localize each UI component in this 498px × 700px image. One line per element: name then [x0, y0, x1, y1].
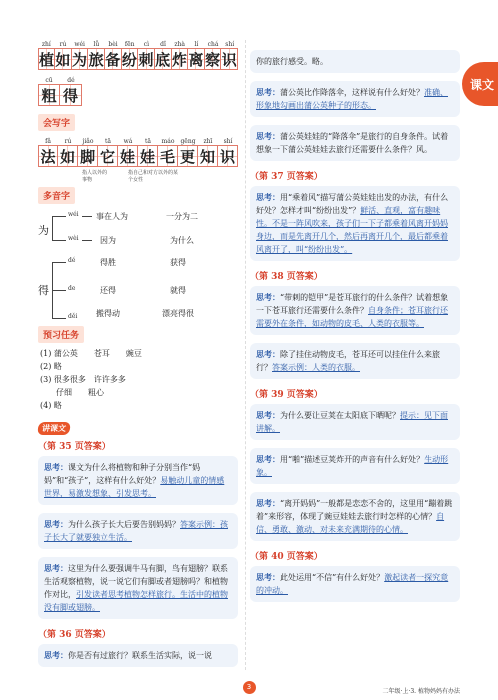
write-section-label: 会写字: [38, 114, 75, 131]
question-text: 此处运用“不信”有什么好处？: [280, 573, 385, 582]
lecture-badge: 讲课文: [37, 422, 71, 435]
pinyin: rú: [59, 41, 67, 48]
poly-char-de: 得: [38, 284, 49, 297]
answer-text: 生动形象。: [256, 455, 449, 477]
right-answer-head: （第 39 页答案）: [250, 390, 323, 400]
pinyin: zhà: [174, 41, 186, 48]
right-qa-card: [250, 186, 460, 261]
pinyin: wéi: [74, 41, 85, 48]
question-text: “带刺的铠甲”是苍耳旅行的什么条件？试着想象一下苍耳旅行还需要什么条件？: [256, 293, 449, 315]
char-box: 毛: [158, 145, 178, 167]
right-qa-card: [250, 125, 460, 161]
reading-wei2: wéi: [68, 211, 79, 218]
prep-item: (2) 略: [40, 362, 62, 371]
char-box: 察: [205, 48, 222, 70]
pinyin: cū: [45, 77, 53, 84]
reading-dei3: děi: [68, 313, 78, 320]
word-9: 搬得动: [96, 309, 120, 318]
question-text: “离开妈妈”一般都是恋恋不舍的，这里用“蹦着跳着”来形容，体现了豌豆娃娃去旅行时怎样的心情？: [256, 499, 453, 521]
right-qa-card: [250, 81, 460, 117]
poly-section-label: 多音字: [38, 187, 75, 204]
pinyin: rú: [64, 138, 72, 145]
question-text: 蒲公英娃娃的“降落伞”是旅行的自身条件。试着想象一下蒲公英娃娃去旅行还需要什么条件？风。: [256, 132, 449, 154]
answer-text: 答案示例：孩子长大了就要独立生活。: [44, 520, 228, 542]
word-10: 漂亮得很: [162, 309, 194, 318]
think-label: 思考：: [256, 131, 280, 141]
pinyin: fēn: [124, 41, 135, 48]
question-text: 你是否有过旅行？联系生活实际，说一说: [68, 651, 212, 660]
char-box: 识: [218, 145, 238, 167]
left-answer-head: （第 35 页答案）: [38, 442, 111, 452]
char-box: 如: [58, 145, 78, 167]
char-box: 法: [38, 145, 58, 167]
think-label: 思考：: [256, 572, 280, 582]
char-box: 纷: [122, 48, 139, 70]
char-box: 离: [188, 48, 205, 70]
prep-item: (3) 很多很多 许许多多: [40, 375, 126, 384]
think-label: 思考：: [44, 563, 68, 573]
char-box: 为: [72, 48, 89, 70]
answer-text: 自信、勇敢、激动、对未来充满期待的心情。: [256, 512, 445, 534]
question-text: 为什么孩子长大后要告别妈妈？: [68, 520, 180, 529]
think-label: 思考：: [256, 349, 280, 359]
answer-text: 提示：见下面讲解。: [256, 411, 448, 433]
column-divider: [245, 40, 246, 670]
right-answer-head: （第 38 页答案）: [250, 272, 323, 282]
answer-text: 自身条件；苍耳旅行还需要外在条件，如动物的皮毛、人类的衣服等。: [256, 306, 448, 328]
right-qa-card: [250, 492, 460, 541]
char-box: 知: [198, 145, 218, 167]
char-box: 识: [221, 48, 238, 70]
pinyin: jiǎo: [82, 138, 94, 145]
left-answer-head: （第 36 页答案）: [38, 630, 111, 640]
left-qa-card: [38, 644, 238, 667]
char-box: 得: [60, 84, 82, 106]
char-row-1: [38, 48, 238, 70]
left-qa-card: [38, 456, 238, 505]
question-text: 这里为什么要强调牛马有脚，鸟有翅膀？联系生活观察植物，说一说它们有脚或者翅膀吗？和植物作对比，: [44, 564, 228, 599]
char-row-2: [38, 84, 238, 106]
pinyin: lí: [194, 41, 199, 48]
word-1: 事在人为: [96, 212, 128, 221]
question-text: 用“啪”描述豆荚炸开的声音有什么好处？: [280, 455, 425, 464]
left-qa-list: [38, 439, 238, 667]
question-text: 蒲公英比作降落伞，这样说有什么好处？: [280, 88, 424, 97]
pinyin: cì: [143, 41, 149, 48]
reading-de2: dé: [68, 257, 76, 264]
think-label: 思考：: [44, 519, 68, 529]
char-box: 更: [178, 145, 198, 167]
think-label: 思考：: [256, 410, 280, 420]
pinyin: dǐ: [160, 41, 166, 48]
char-box: 粗: [38, 84, 60, 106]
pinyin: máo: [161, 138, 175, 145]
prep-item: 仔细 粗心: [40, 388, 104, 397]
char-notes: [82, 169, 238, 183]
footer: [0, 674, 498, 694]
answer-text: 引发读者思考植物怎样旅行。生活中的植物没有脚或翅膀。: [44, 590, 228, 612]
lesson-tab-label: 课文: [469, 77, 494, 92]
think-label: 思考：: [256, 292, 280, 302]
question-text: 课文为什么将植物和种子分别当作“妈妈”和“孩子”，这样有什么好处？: [44, 463, 201, 485]
question-text: 为什么要让豆荚在太阳底下晒呢？: [280, 411, 400, 420]
char-box: 植: [38, 48, 55, 70]
pinyin-row-1: [38, 38, 238, 48]
answer-text: 鲜活、直观，富有趣味性。不是一阵风吹来，孩子们一下子都乘着风离开妈妈身边，而是先离开几个，然后再离开几个，最后都乘着风离开了，叫“纷纷出发”。: [256, 206, 448, 254]
char-box: 脚: [78, 145, 98, 167]
pinyin: shí: [223, 138, 233, 145]
prep-section-label: 预习任务: [38, 326, 84, 343]
question-text: 除了挂住动物皮毛，苍耳还可以挂住什么来旅行？: [256, 350, 440, 372]
word-3: 因为: [100, 236, 116, 245]
prep-list: [40, 347, 238, 412]
pinyin-row-3: [38, 135, 238, 145]
char-box: 它: [98, 145, 118, 167]
word-7: 还得: [100, 286, 116, 295]
pinyin: zhī: [203, 138, 213, 145]
poly-char-wei: 为: [38, 224, 49, 237]
char-box: 如: [55, 48, 72, 70]
pinyin: bèi: [108, 41, 118, 48]
prep-item: (1) 蒲公英 苍耳 豌豆: [40, 349, 142, 358]
note-ta-female: 指自己和对方以外的某个女性: [128, 170, 179, 183]
answer-text: 准确、形象地勾画出蒲公英种子的形态。: [256, 88, 448, 110]
pinyin: fǎ: [45, 138, 51, 145]
polyphonic-diagram: [38, 210, 238, 320]
char-row-3: [38, 145, 238, 167]
think-label: 思考：: [256, 498, 280, 508]
char-box: 刺: [138, 48, 155, 70]
pinyin: chá: [207, 41, 219, 48]
pinyin: lǚ: [93, 41, 100, 48]
right-answer-head: （第 40 页答案）: [250, 552, 323, 562]
left-qa-card: [38, 513, 238, 549]
char-box: 旅: [88, 48, 105, 70]
pinyin: wá: [123, 138, 133, 145]
left-qa-card: [38, 557, 238, 619]
think-label: 思考：: [256, 87, 280, 97]
pinyin: shí: [225, 41, 235, 48]
right-qa-list: [250, 50, 460, 602]
reading-de: de: [68, 285, 76, 292]
char-box: 备: [105, 48, 122, 70]
answer-text: 激起读者一探究竟的冲动。: [256, 573, 449, 595]
note-ta-thing: 指人以外的事物: [82, 170, 108, 183]
word-2: 一分为二: [166, 212, 198, 221]
char-box: 娃: [118, 145, 138, 167]
think-label: 思考：: [44, 462, 68, 472]
char-box: 娃: [138, 145, 158, 167]
word-5: 得胜: [100, 258, 116, 267]
right-column: [250, 50, 460, 610]
pinyin: tā: [145, 138, 151, 145]
think-label: 思考：: [256, 454, 280, 464]
right-qa-card: [250, 404, 460, 440]
pinyin: gēng: [180, 138, 196, 145]
pinyin: zhí: [41, 41, 51, 48]
think-label: 思考：: [44, 650, 68, 660]
char-box: 炸: [172, 48, 189, 70]
answer-text: 易触动儿童的情感世界，易激发想象、引发思考。: [44, 476, 225, 498]
right-answer-head: （第 37 页答案）: [250, 172, 323, 182]
think-label: 思考：: [256, 192, 280, 202]
lesson-tab[interactable]: [462, 62, 498, 106]
right-qa-card: [250, 343, 460, 379]
footer-text: 二年级·上·3. 植物妈妈有办法: [382, 688, 460, 695]
page-number: 3: [243, 681, 256, 694]
prep-item: (4) 略: [40, 401, 62, 410]
char-box: 底: [155, 48, 172, 70]
question-text: 用“乘着风”描写蒲公英娃娃出发的办法，有什么好处？怎样才叫“纷纷出发”？: [256, 193, 449, 215]
word-4: 为什么: [170, 236, 194, 245]
answer-text: 答案示例：人类的衣服。: [272, 363, 360, 372]
pinyin: tā: [105, 138, 111, 145]
pinyin-row-2: [38, 74, 238, 84]
pinyin: dé: [67, 77, 75, 84]
question-text: 你的旅行感受。略。: [256, 57, 328, 66]
right-qa-card: [250, 448, 460, 484]
left-column: [38, 38, 238, 675]
right-qa-card: [250, 566, 460, 602]
word-6: 获得: [170, 258, 186, 267]
reading-wei4: wèi: [68, 235, 79, 242]
right-qa-card: [250, 50, 460, 73]
right-qa-card: [250, 286, 460, 335]
word-8: 就得: [170, 286, 186, 295]
